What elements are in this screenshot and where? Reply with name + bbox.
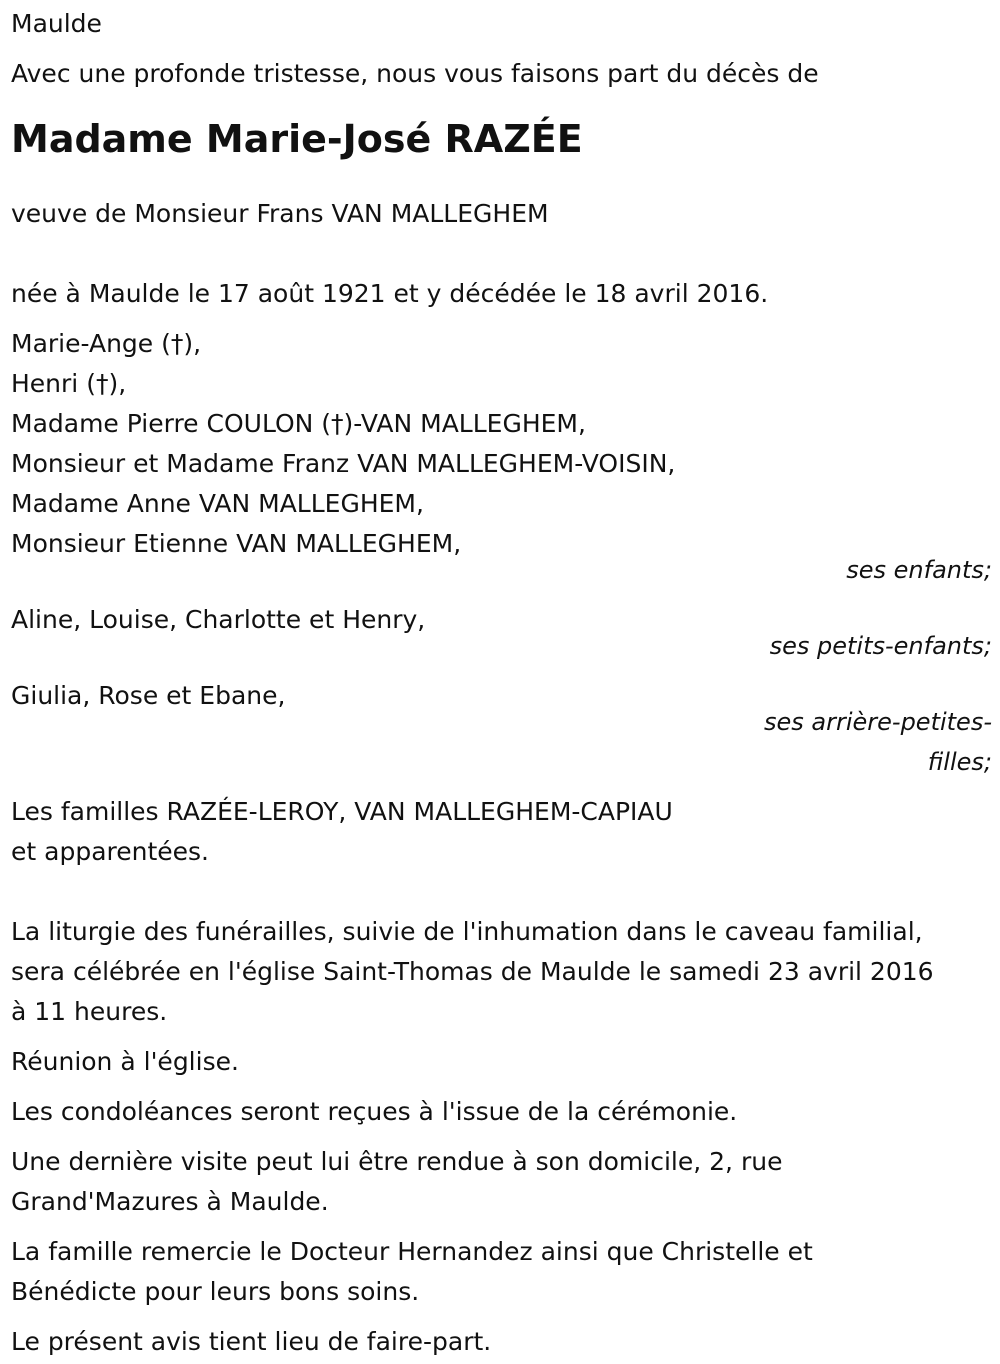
great-grandchildren-role-line1: ses arrière-petites- <box>764 708 992 736</box>
liturgy-line3: à 11 heures. <box>11 997 168 1026</box>
families-line2: et apparentées. <box>11 837 209 866</box>
grandchildren-role-label: ses petits-enfants; <box>769 632 992 660</box>
child-item: Monsieur et Madame Franz VAN MALLEGHEM-VOISIN, <box>11 449 676 478</box>
closing-text: Le présent avis tient lieu de faire-part. <box>11 1327 492 1356</box>
child-item: Madame Pierre COULON (†)-VAN MALLEGHEM, <box>11 409 586 438</box>
grandchildren-text: Aline, Louise, Charlotte et Henry, <box>11 605 426 634</box>
deceased-name: Madame Marie-José RAZÉE <box>11 117 583 161</box>
obituary-notice <box>11 4 992 1362</box>
great-grandchildren-text: Giulia, Rose et Ebane, <box>11 681 286 710</box>
liturgy-line1: La liturgie des funérailles, suivie de l'inhumation dans le caveau familial, <box>11 917 923 946</box>
meeting-text: Réunion à l'église. <box>11 1047 239 1076</box>
children-list <box>11 324 992 564</box>
families-line1: Les familles RAZÉE-LEROY, VAN MALLEGHEM-CAPIAU <box>11 797 673 826</box>
visit-line1: Une dernière visite peut lui être rendue à son domicile, 2, rue <box>11 1147 783 1176</box>
child-item: Madame Anne VAN MALLEGHEM, <box>11 489 424 518</box>
child-item: Monsieur Etienne VAN MALLEGHEM, <box>11 529 462 558</box>
widow-of-text: veuve de Monsieur Frans VAN MALLEGHEM <box>11 199 549 228</box>
liturgy-line2: sera célébrée en l'église Saint-Thomas de Maulde le samedi 23 avril 2016 <box>11 957 934 986</box>
condolences-text: Les condoléances seront reçues à l'issue de la cérémonie. <box>11 1097 738 1126</box>
child-item: Henri (†), <box>11 369 127 398</box>
birth-death-text: née à Maulde le 17 août 1921 et y décédée le 18 avril 2016. <box>11 279 769 308</box>
child-item: Marie-Ange (†), <box>11 329 202 358</box>
great-grandchildren-role-line2: filles; <box>927 748 992 776</box>
visit-line2: Grand'Mazures à Maulde. <box>11 1187 329 1216</box>
children-role-label: ses enfants; <box>846 556 992 584</box>
place-heading: Maulde <box>11 9 102 38</box>
thanks-line1: La famille remercie le Docteur Hernandez ainsi que Christelle et <box>11 1237 813 1266</box>
intro-text: Avec une profonde tristesse, nous vous faisons part du décès de <box>11 59 819 88</box>
thanks-line2: Bénédicte pour leurs bons soins. <box>11 1277 420 1306</box>
